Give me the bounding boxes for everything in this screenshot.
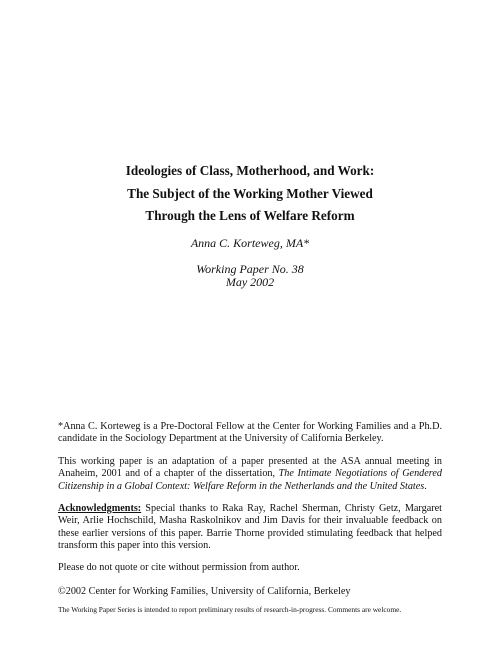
series-footer: The Working Paper Series is intended to report preliminary results of research-in-progress. Comments are welcome.: [58, 605, 402, 614]
title-line-2: The Subject of the Working Mother Viewed: [127, 185, 373, 201]
author-name: Anna C. Korteweg, MA*: [190, 236, 310, 250]
author-note: *Anna C. Korteweg is a Pre-Doctoral Fellow at the Center for Working Families and a Ph.D. candidate in the Sociology Department at the University of California Berkeley.: [58, 421, 442, 445]
title-line-1: Ideologies of Class, Motherhood, and Work:: [125, 163, 375, 178]
title-line-3: Through the Lens of Welfare Reform: [145, 208, 355, 223]
working-paper-info: [0, 263, 500, 289]
adaptation-text: This working paper is an adaptation of a paper presented at the ASA annual meeting in Anaheim, 2001 and of a chapter of the dissertation,: [58, 455, 442, 480]
acknowledgments-text: Special thanks to Raka Ray, Rachel Sherman, Christy Getz, Margaret Weir, Arlie Hochschild, Masha Raskolnikov and Jim Davis for their invaluable feedback on these earlier versions of this paper. Barrie Thorne provided stimulating feedback that helped transform this paper into this version.: [58, 503, 442, 552]
paper-title: [0, 160, 500, 228]
acknowledgments-label: Acknowledgments:: [58, 503, 142, 515]
dissertation-title: The Intimate Negotiations of Gendered Citizenship in a Global Context: Welfare Reform in the Netherlands and the United States: [58, 468, 442, 492]
acknowledgments: [58, 503, 442, 553]
working-paper-number: Working Paper No. 38: [196, 262, 304, 276]
working-paper-date: May 2002: [225, 275, 275, 289]
adaptation-end: .: [424, 480, 427, 492]
adaptation-note: [58, 456, 442, 493]
copyright-line: ©2002 Center for Working Families, University of California, Berkeley: [58, 586, 351, 597]
notes-section: [58, 421, 442, 584]
permission-note: Please do not quote or cite without permission from author.: [58, 561, 300, 573]
